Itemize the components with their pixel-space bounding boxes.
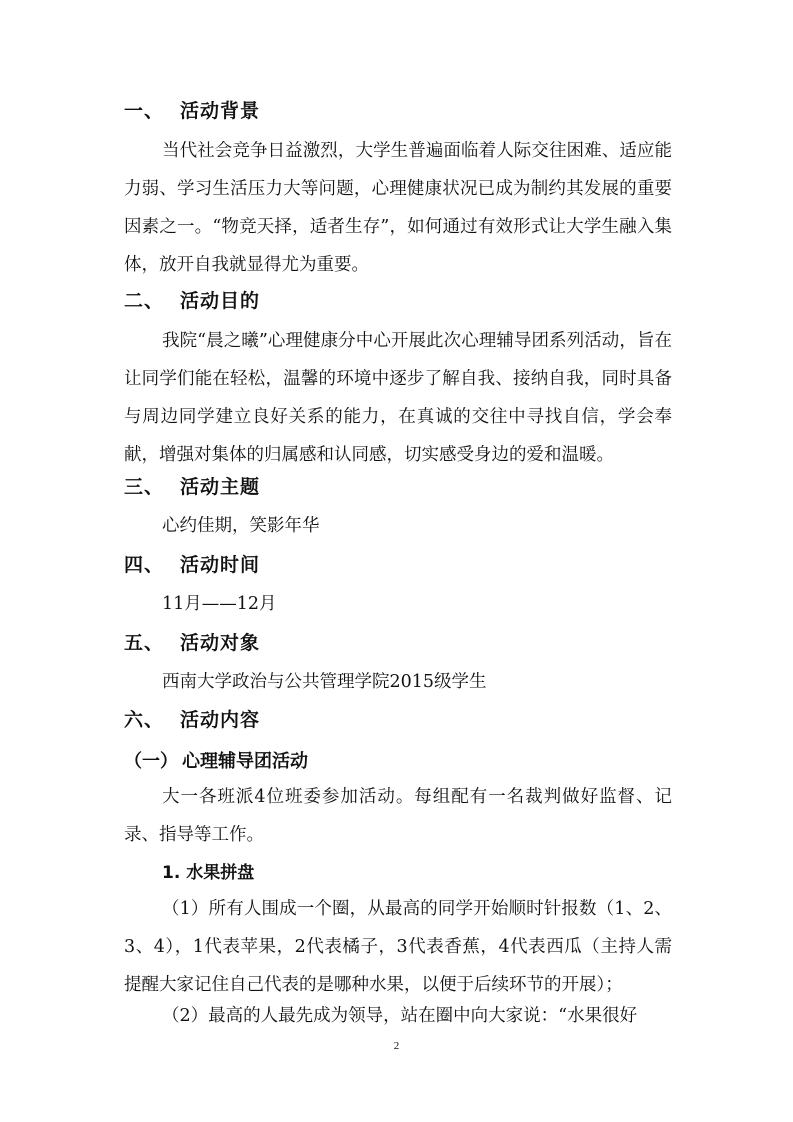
item-paragraph-1: （1）所有人围成一个圈，从最高的同学开始顺时针报数（1、2、3、4），1代表苹果，2代表橘子，3代表香蕉，4代表西瓜（主持人需提醒大家记住自己代表的是哪种水果，以便于后续环节的开展）； [124,899,672,995]
page-number: 2 [393,1040,400,1052]
section-number: 二、 [124,290,165,312]
item-title: 1. 水果拼盘 [162,863,255,883]
section-heading-time [124,550,260,577]
section-title: 活动目的 [180,290,261,312]
subsection-title: 心理辅导团活动 [182,751,308,772]
section-title: 活动背景 [180,100,261,122]
theme-text: 心约佳期，笑影年华 [162,516,320,536]
section-heading-content [124,705,260,732]
subsection-paragraph: 大一各班派4位班委参加活动。每组配有一名裁判做好监督、记录、指导等工作。 [124,787,672,845]
section-number: 四、 [124,554,165,576]
time-text: 11月——12月 [162,594,277,614]
section-title: 活动时间 [180,554,261,576]
section-number: 六、 [124,709,165,731]
section-heading-theme [124,472,260,499]
target-text: 西南大学政治与公共管理学院2015级学生 [162,672,487,692]
subsection-number: （一） [124,751,178,772]
section-heading-purpose [124,286,260,313]
section-heading-background [124,96,260,123]
section-heading-target [124,628,260,655]
subsection-heading [124,747,308,773]
section-number: 三、 [124,476,165,498]
section-number: 一、 [124,100,165,122]
section-title: 活动内容 [180,709,261,731]
section-title: 活动主题 [180,476,261,498]
item-paragraph-2: （2）最高的人最先成为领导，站在圈中向大家说：“水果很好 [162,1006,638,1026]
section-number: 五、 [124,632,165,654]
purpose-paragraph: 我院“晨之曦”心理健康分中心开展此次心理辅导团系列活动，旨在让同学们能在轻松，温馨的环境中逐步了解自我、接纳自我，同时具备与周边同学建立良好关系的能力，在真诚的交往中寻找自信，学会奉献，增强对集体的归属感和认同感，切实感受身边的爱和温暖。 [124,331,672,465]
background-paragraph: 当代社会竞争日益激烈，大学生普遍面临着人际交往困难、适应能力弱、学习生活压力大等问题，心理健康状况已成为制约其发展的重要因素之一。“物竞天择，适者生存”，如何通过有效形式让大学生融入集体，放开自我就显得尤为重要。 [124,141,672,275]
section-title: 活动对象 [180,632,261,654]
